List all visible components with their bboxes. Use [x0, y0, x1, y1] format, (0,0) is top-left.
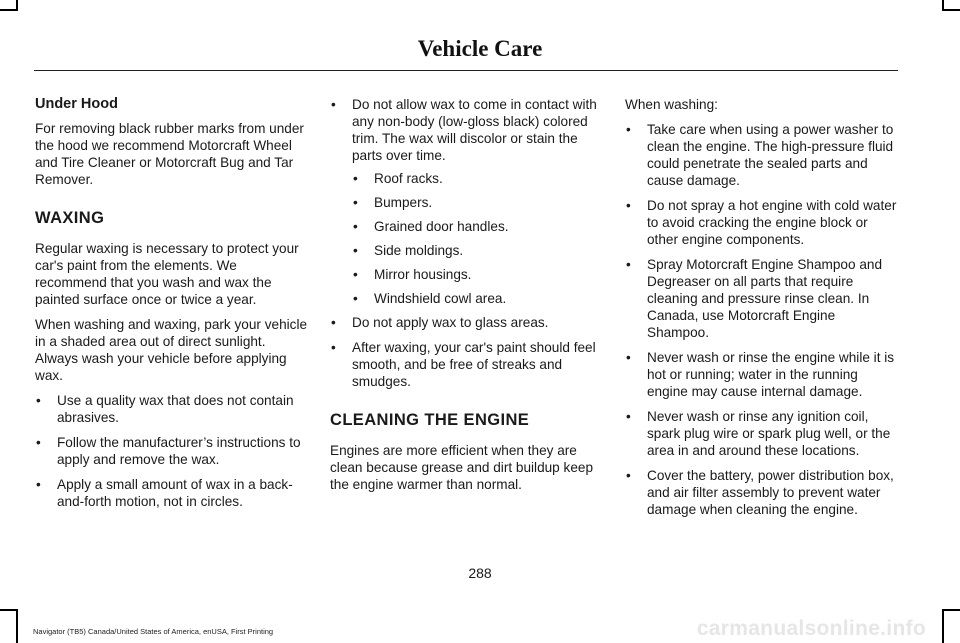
footer-text: Navigator (TB5) Canada/United States of America, enUSA, First Printing — [33, 627, 274, 636]
sub-list-item — [352, 170, 605, 187]
sub-list-item-text: Mirror housings. — [374, 267, 472, 282]
list-item-text: Do not allow wax to come in contact with any non-body (low-gloss black) colored trim. The wax will discolor or stain the parts over time. — [352, 97, 597, 163]
bullet-glyph: • — [36, 393, 41, 408]
bullet-glyph: • — [353, 219, 358, 234]
column-right — [625, 96, 900, 526]
list-item-text: Spray Motorcraft Engine Shampoo and Degreaser on all parts that require cleaning and pressure rinse clean. In Canada, use Motorcraft Engine Shampoo. — [647, 257, 883, 340]
waxing-heading: WAXING — [35, 209, 105, 227]
sub-list-item-text: Roof racks. — [374, 171, 443, 186]
sub-list-item — [352, 242, 605, 259]
bullet-glyph: • — [331, 340, 336, 355]
crop-mark — [942, 609, 944, 643]
crop-mark — [942, 9, 960, 11]
waxing-bullet-list — [35, 392, 310, 510]
list-item — [625, 256, 900, 341]
list-item-text: Do not apply wax to glass areas. — [352, 315, 549, 330]
bullet-glyph: • — [331, 97, 336, 112]
waxing-paragraph-2: When washing and waxing, park your vehicle in a shaded area out of direct sunlight. Always wash your vehicle before applying wax. — [35, 317, 308, 383]
bullet-glyph: • — [626, 468, 631, 483]
list-item-text: Do not spray a hot engine with cold water to avoid cracking the engine block or other engine components. — [647, 198, 897, 247]
wax-more-bullet-list — [330, 314, 605, 390]
crop-mark — [942, 609, 960, 611]
list-item — [330, 314, 605, 331]
list-item-text: Apply a small amount of wax in a back-and-forth motion, not in circles. — [57, 477, 293, 509]
cleaning-engine-heading: CLEANING THE ENGINE — [330, 411, 530, 429]
washing-intro: When washing: — [625, 97, 718, 112]
crop-mark — [16, 0, 18, 11]
waxing-paragraph-1: Regular waxing is necessary to protect your car's paint from the elements. We recommend that you wash and wax the painted surface once or twice a year. — [35, 241, 299, 307]
list-item — [35, 476, 310, 510]
list-item — [625, 121, 900, 189]
list-item — [35, 392, 310, 426]
sub-list-item — [352, 218, 605, 235]
list-item-text: After waxing, your car's paint should feel smooth, and be free of streaks and smudges. — [352, 340, 596, 389]
sub-list-item — [352, 266, 605, 283]
bullet-glyph: • — [353, 171, 358, 186]
bullet-glyph: • — [626, 350, 631, 365]
bullet-glyph: • — [36, 477, 41, 492]
header-divider — [34, 70, 898, 71]
trim-sub-bullet-list — [330, 170, 605, 307]
bullet-glyph: • — [353, 267, 358, 282]
column-middle — [330, 96, 605, 501]
bullet-glyph: • — [353, 195, 358, 210]
sub-list-item-text: Side moldings. — [374, 243, 464, 258]
bullet-glyph: • — [626, 122, 631, 137]
sub-list-item — [352, 290, 605, 307]
washing-bullet-list — [625, 121, 900, 518]
bullet-glyph: • — [353, 243, 358, 258]
bullet-glyph: • — [353, 291, 358, 306]
sub-list-item — [352, 194, 605, 211]
wax-trim-bullet-list — [330, 96, 605, 164]
bullet-glyph: • — [331, 315, 336, 330]
bullet-glyph: • — [626, 257, 631, 272]
list-item-text: Follow the manufacturer’s instructions to apply and remove the wax. — [57, 435, 301, 467]
list-item-text: Use a quality wax that does not contain abrasives. — [57, 393, 294, 425]
sub-list-item-text: Grained door handles. — [374, 219, 509, 234]
list-item — [625, 408, 900, 459]
sub-list-item-text: Bumpers. — [374, 195, 433, 210]
list-item-text: Never wash or rinse the engine while it is hot or running; water in the running engine may cause internal damage. — [647, 350, 895, 399]
watermark: carmanualsonline.info — [696, 617, 926, 640]
bullet-glyph: • — [626, 198, 631, 213]
column-left — [35, 96, 310, 518]
list-item — [330, 96, 605, 164]
bullet-glyph: • — [626, 409, 631, 424]
bullet-glyph: • — [36, 435, 41, 450]
crop-mark — [942, 0, 944, 11]
list-item — [625, 197, 900, 248]
list-item-text: Never wash or rinse any ignition coil, spark plug wire or spark plug well, or the area in and around these locations. — [647, 409, 891, 458]
crop-mark — [16, 609, 18, 643]
page-number: 288 — [468, 565, 492, 581]
list-item-text: Cover the battery, power distribution box, and air filter assembly to prevent water damage when cleaning the engine. — [647, 468, 894, 517]
list-item — [35, 434, 310, 468]
page-header-title: Vehicle Care — [417, 36, 543, 61]
under-hood-heading: Under Hood — [35, 96, 118, 112]
list-item — [625, 467, 900, 518]
list-item-text: Take care when using a power washer to clean the engine. The high-pressure fluid could penetrate the sealed parts and cause damage. — [647, 122, 894, 188]
under-hood-text: For removing black rubber marks from under the hood we recommend Motorcraft Wheel and Tire Cleaner or Motorcraft Bug and Tar Remover. — [35, 121, 304, 187]
cleaning-engine-text: Engines are more efficient when they are clean because grease and dirt buildup keep the engine warmer than normal. — [330, 443, 594, 492]
sub-list-item-text: Windshield cowl area. — [374, 291, 507, 306]
list-item — [330, 339, 605, 390]
list-item — [625, 349, 900, 400]
